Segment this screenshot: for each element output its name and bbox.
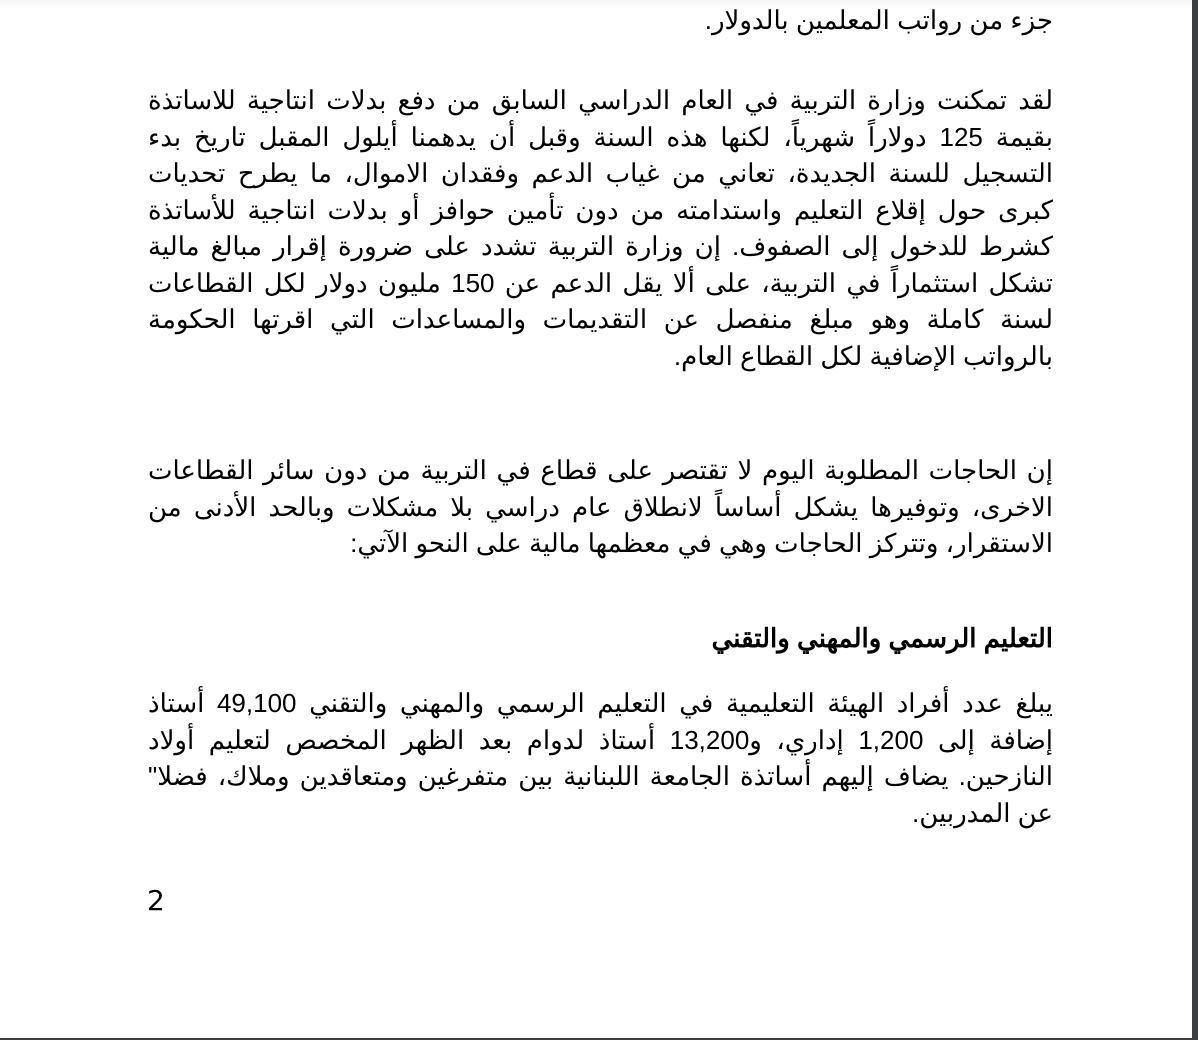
heading-public-vocational-education: التعليم الرسمي والمهني والتقني (711, 623, 1053, 653)
section-heading (148, 620, 1053, 657)
paragraph-funding (148, 82, 1053, 374)
paragraph-needs (148, 452, 1053, 562)
paragraph-2: إن الحاجات المطلوبة اليوم لا تقتصر على قطاع في التربية من دون سائر القطاعات الاخرى، وتوفيرها يشكل أساساً لانطلاق عام دراسي بلا مشكلات وبالحد الأدنى من الاستقرار، وتتركز الحاجات وهي في معظمها مالية على النحو الآتي: (148, 455, 1053, 558)
paragraph-1: لقد تمكنت وزارة التربية في العام الدراسي السابق من دفع بدلات انتاجية للاساتذة بقيمة 125 دولاراً شهرياً، لكنها هذه السنة وقبل أن يدهمنا أيلول المقبل تاريخ بدء التسجيل للسنة الجديدة، تعاني من غياب الدعم وفقدان الاموال، ما يطرح تحديات كبرى حول إقلاع التعليم واستدامته من دون تأمين حوافز أو بدلات انتاجية للأساتذة كشرط للدخول إلى الصفوف. إن وزارة التربية تشدد على ضرورة إقرار مبالغ مالية تشكل استثماراً في التربية، على ألا يقل الدعم عن 150 مليون دولار لكل القطاعات لسنة كاملة وهو مبلغ منفصل عن التقديمات والمساعدات التي اقرتها الحكومة بالرواتب الإضافية لكل القطاع العام. (148, 85, 1053, 371)
page-number: 2 (147, 884, 165, 917)
paragraph-3: يبلغ عدد أفراد الهيئة التعليمية في التعليم الرسمي والمهني والتقني 49,100 أستاذ إضافة إلى 1,200 إداري، و13,200 أستاذ لدوام بعد الظهر المخصص لتعليم أولاد النازحين. يضاف إليهم أساتذة الجامعة اللبنانية بين متفرغين ومتعاقدين وملاك، فضلا" عن المدربين. (148, 688, 1054, 828)
continued-text (148, 2, 1053, 39)
viewer-scroll-edge (1192, 0, 1198, 1040)
paragraph-staff (148, 685, 1053, 831)
top-line: جزء من رواتب المعلمين بالدولار. (704, 5, 1053, 35)
